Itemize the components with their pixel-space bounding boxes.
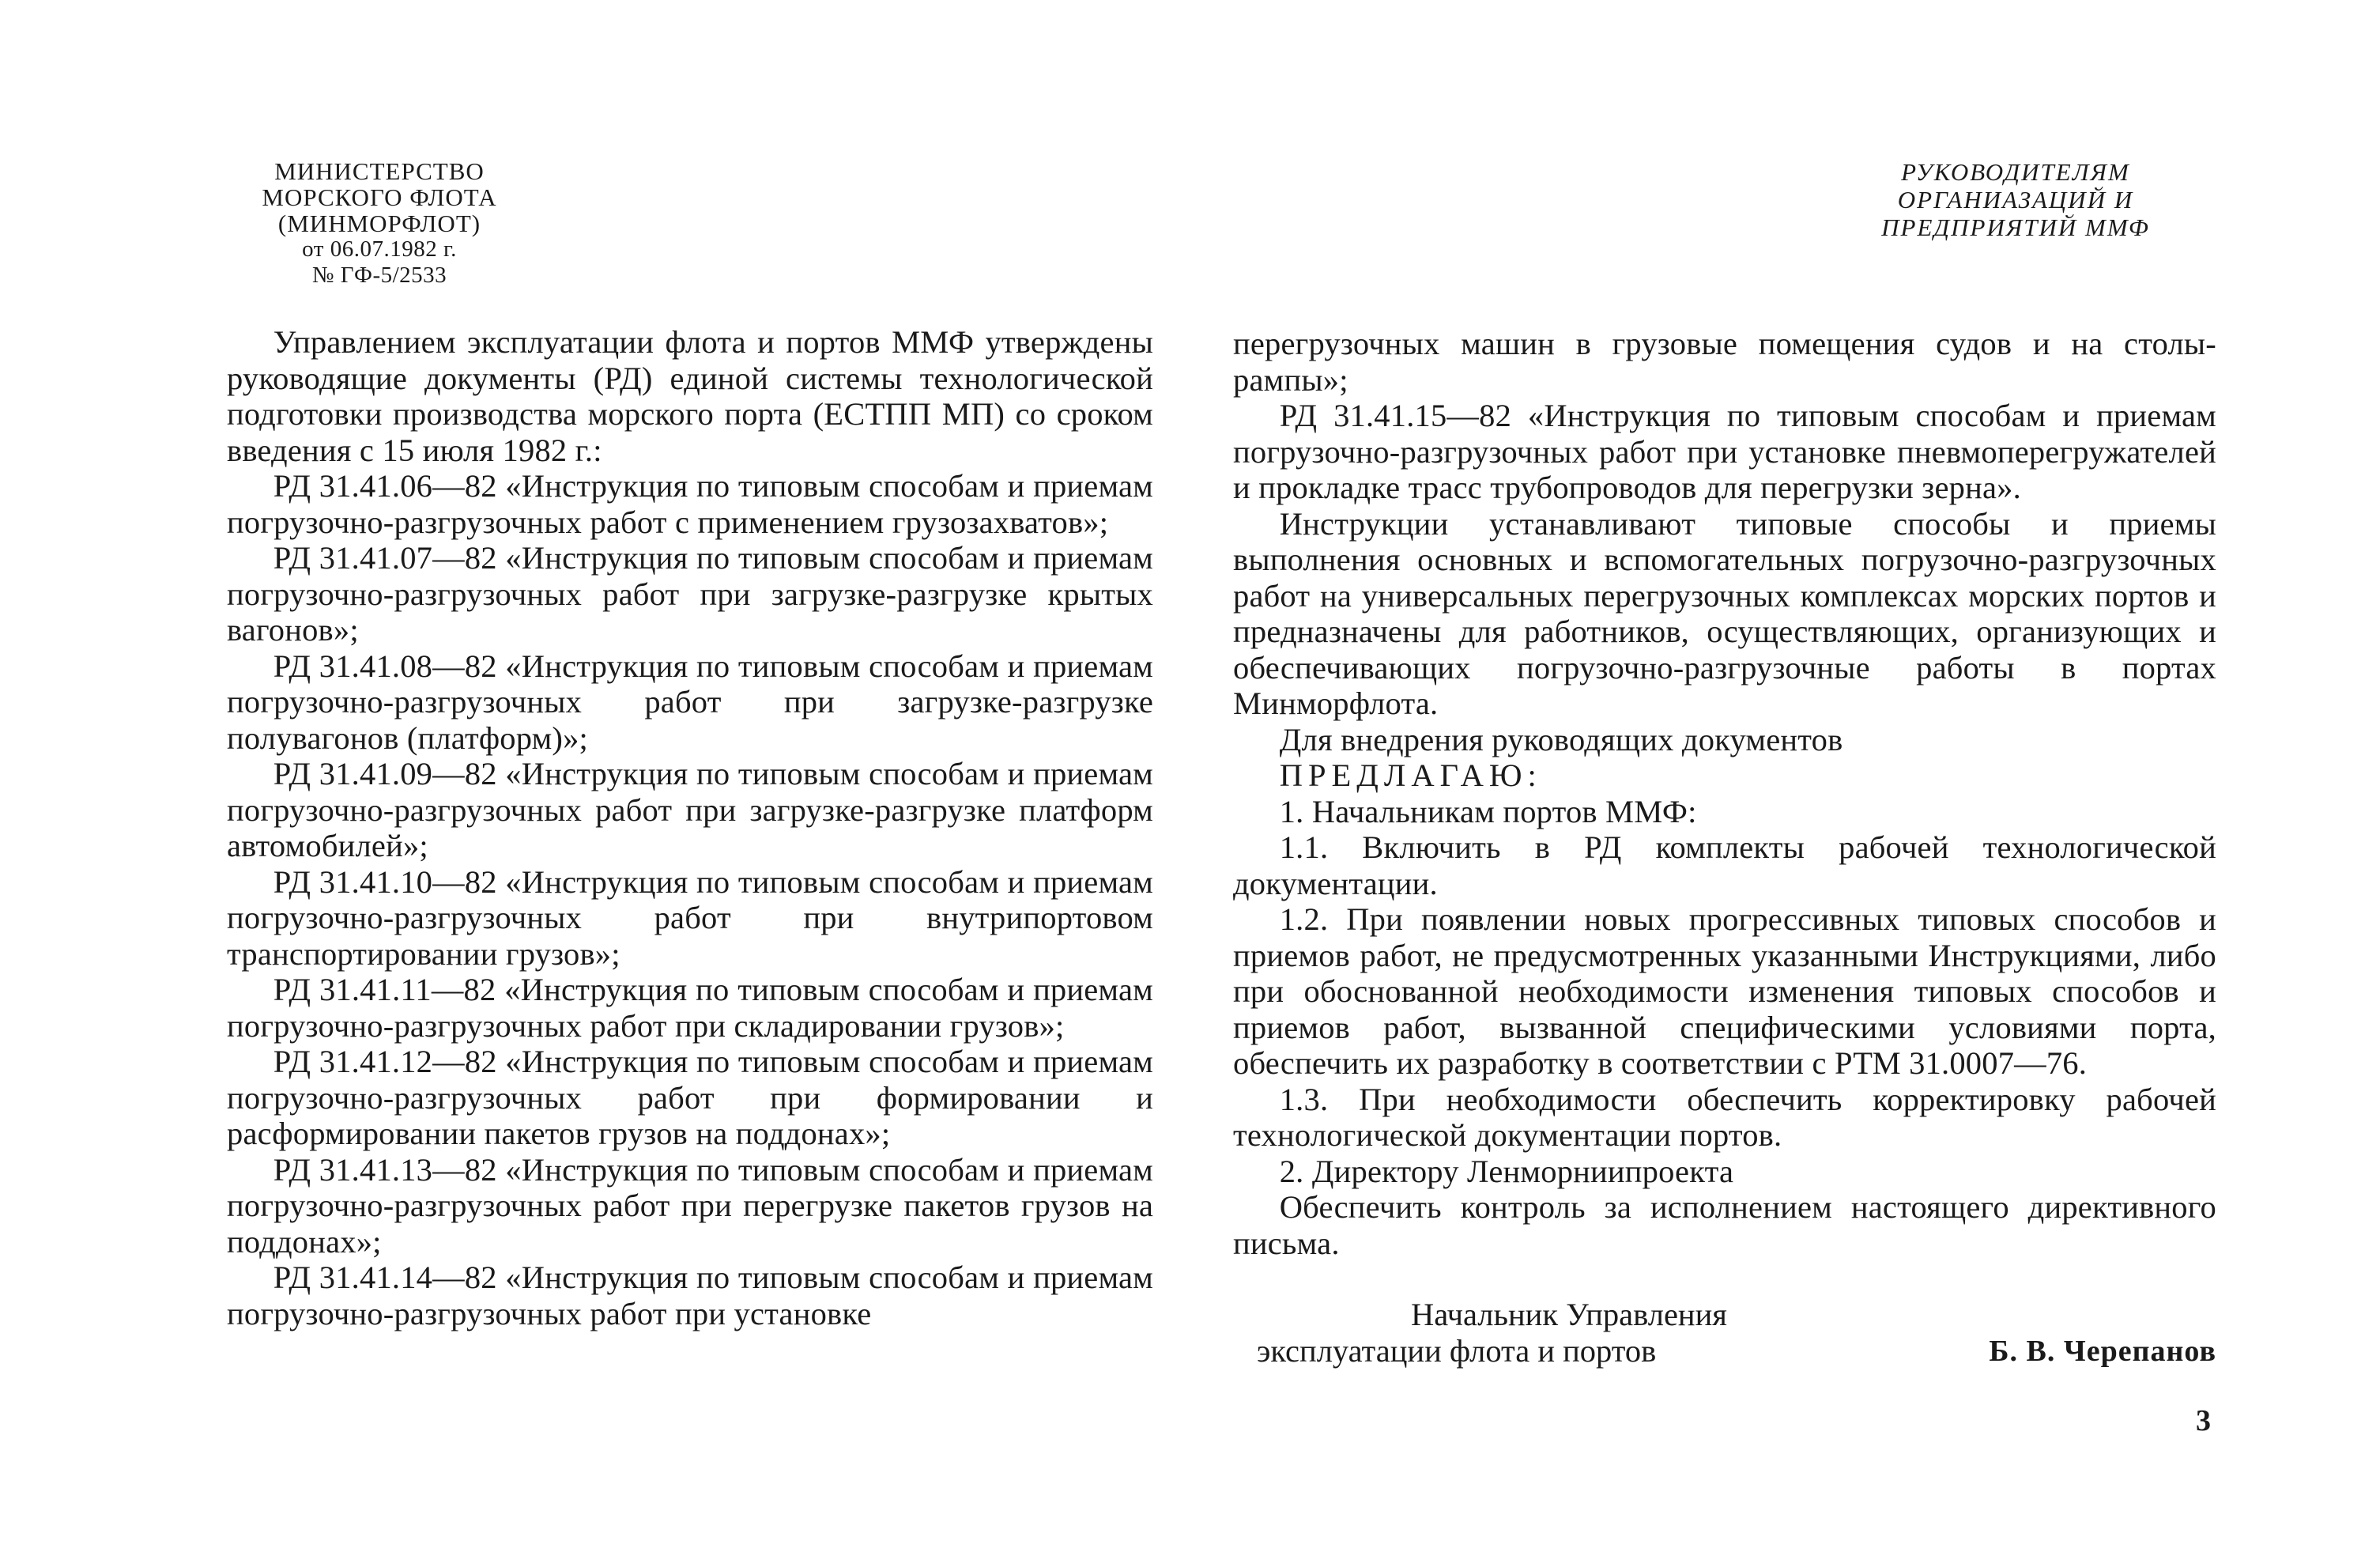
addressee-block: [1818, 158, 2213, 241]
document-number: № ГФ-5/2533: [311, 262, 447, 288]
rd-item-09: РД 31.41.09—82 «Инструкция по типовым способам и приемам погрузочно-разгрузочных работ при загрузке-разгрузке платформ автомобилей»;: [227, 756, 1153, 863]
instructions-paragraph: Инструкции устанавливают типовые способы и приемы выполнения основных и вспомогательных погрузочно-разгрузочных работ на универсальных перегрузочных комплексах морских портов и предназначены для работников, осуществляющих, организующих и обеспечивающих погрузочно-разгрузочные работы в портах Минморфлота.: [1233, 505, 2216, 721]
ministry-abbreviation: (МИНМОРФЛОТ): [277, 210, 481, 237]
rd-item-08: РД 31.41.08—82 «Инструкция по типовым способам и приемам погрузочно-разгрузочных работ при загрузке-разгрузке полувагонов (платформ)»;: [227, 648, 1153, 756]
document-date: от 06.07.1982 г.: [302, 236, 457, 262]
rd-item-11: РД 31.41.11—82 «Инструкция по типовым способам и приемам погрузочно-разгрузочных работ при складировании грузов»;: [227, 972, 1153, 1044]
ministry-name-line2: МОРСКОГО ФЛОТА: [262, 183, 497, 211]
rd-item-12: РД 31.41.12—82 «Инструкция по типовым способам и приемам погрузочно-разгрузочных работ при формировании и расформировании пакетов грузов на поддонах»;: [227, 1044, 1153, 1151]
signatory-title-line2: эксплуатации флота и портов: [1257, 1333, 1657, 1369]
rd-item-13: РД 31.41.13—82 «Инструкция по типовым способам и приемам погрузочно-разгрузочных работ при перегрузке пакетов грузов на поддонах»;: [227, 1151, 1153, 1260]
rd-item-06: РД 31.41.06—82 «Инструкция по типовым способам и приемам погрузочно-разгрузочных работ с применением грузозахватов»;: [227, 468, 1153, 540]
right-text-column: [1233, 326, 2216, 1261]
sender-block: [206, 158, 553, 289]
implementation-paragraph: Для внедрения руководящих документов: [1279, 721, 1843, 757]
control-paragraph: Обеспечить контроль за исполнением настоящего директивного письма.: [1233, 1189, 2216, 1261]
order-item-1-3: 1.3. При необходимости обеспечить корректировку рабочей технологической документации портов.: [1233, 1081, 2216, 1153]
rd-item-15: РД 31.41.15—82 «Инструкция по типовым способам и приемам погрузочно-разгрузочных работ при установке пневмоперегружателей и прокладке трасс трубопроводов для перегрузки зерна».: [1233, 398, 2216, 505]
addressee-line2: ОРГАНИАЗАЦИЙ И: [1897, 186, 2134, 213]
left-text-column: [227, 324, 1153, 1331]
addressee-line1: РУКОВОДИТЕЛЯМ: [1901, 158, 2130, 186]
ministry-name-line1: МИНИСТЕРСТВО: [274, 157, 485, 185]
signatory-name: Б. В. Черепанов: [1989, 1335, 2216, 1368]
propose-heading: ПРЕДЛАГАЮ:: [1279, 757, 1542, 793]
rd-item-14-continuation: перегрузочных машин в грузовые помещения судов и на столы-рампы»;: [1233, 326, 2216, 398]
addressee-line3: ПРЕДПРИЯТИЙ ММФ: [1881, 213, 2150, 241]
rd-item-14: РД 31.41.14—82 «Инструкция по типовым способам и приемам погрузочно-разгрузочных работ при установке: [227, 1260, 1153, 1331]
page-number: 3: [2196, 1404, 2211, 1437]
order-item-1-1: 1.1. Включить в РД комплекты рабочей технологической документации.: [1233, 829, 2216, 901]
signature-block: [1257, 1297, 2216, 1369]
order-item-2: 2. Директору Ленморниипроекта: [1279, 1153, 1734, 1189]
signatory-title-line1: Начальник Управления: [1411, 1297, 1727, 1332]
order-item-1-2: 1.2. При появлении новых прогрессивных типовых способов и приемов работ, не предусмотренных указанными Инструкциями, либо при обоснованной необходимости изменения типовых способов и приемов работ, вызванной специфическими условиями порта, обеспечить их разработку в соответствии с РТМ 31.0007—76.: [1233, 901, 2216, 1081]
rd-item-07: РД 31.41.07—82 «Инструкция по типовым способам и приемам погрузочно-разгрузочных работ при загрузке-разгрузке крытых вагонов»;: [227, 540, 1153, 648]
order-item-1: 1. Начальникам портов ММФ:: [1279, 793, 1697, 829]
rd-item-10: РД 31.41.10—82 «Инструкция по типовым способам и приемам погрузочно-разгрузочных работ при внутрипортовом транспортировании грузов»;: [227, 863, 1153, 972]
intro-paragraph: Управлением эксплуатации флота и портов ММФ утверждены руководящие документы (РД) единой системы технологической подготовки производства морского порта (ЕСТПП МП) со сроком введения с 15 июля 1982 г.:: [227, 324, 1153, 468]
